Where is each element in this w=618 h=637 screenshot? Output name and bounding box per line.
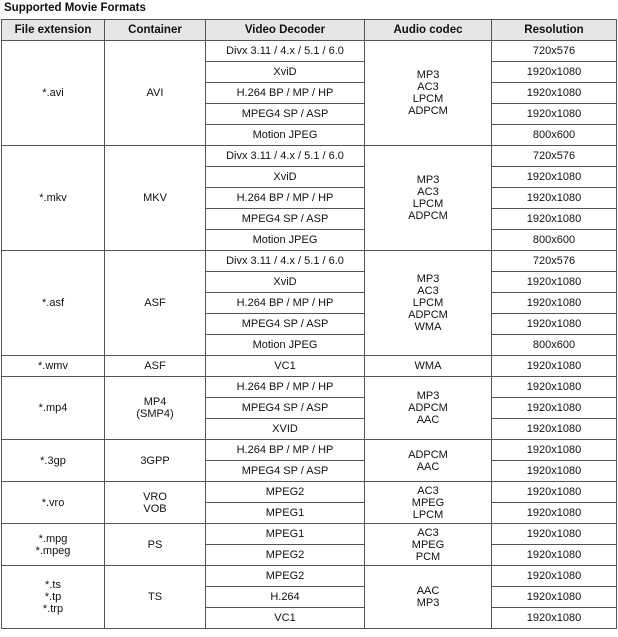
container-cell: ASF	[105, 251, 206, 356]
resolution-cell: 1920x1080	[492, 293, 617, 314]
video-decoder-cell: H.264 BP / MP / HP	[206, 188, 365, 209]
resolution-cell: 1920x1080	[492, 314, 617, 335]
table-row	[2, 482, 617, 503]
video-decoder-cell: Divx 3.11 / 4.x / 5.1 / 6.0	[206, 251, 365, 272]
resolution-cell: 1920x1080	[492, 419, 617, 440]
resolution-cell: 1920x1080	[492, 209, 617, 230]
resolution-cell: 800x600	[492, 230, 617, 251]
video-decoder-cell: Divx 3.11 / 4.x / 5.1 / 6.0	[206, 146, 365, 167]
container-cell: AVI	[105, 41, 206, 146]
table-row	[2, 377, 617, 398]
video-decoder-cell: H.264	[206, 587, 365, 608]
video-decoder-cell: MPEG4 SP / ASP	[206, 461, 365, 482]
file-extension-cell: *.3gp	[2, 440, 105, 482]
audio-codec-cell: MP3 AC3 LPCM ADPCM	[365, 146, 492, 251]
container-cell: PS	[105, 524, 206, 566]
resolution-cell: 800x600	[492, 335, 617, 356]
video-decoder-cell: VC1	[206, 608, 365, 629]
resolution-cell: 1920x1080	[492, 62, 617, 83]
container-cell: ASF	[105, 356, 206, 377]
file-extension-cell: *.ts *.tp *.trp	[2, 566, 105, 629]
resolution-cell: 1920x1080	[492, 545, 617, 566]
resolution-cell: 1920x1080	[492, 440, 617, 461]
resolution-cell: 1920x1080	[492, 188, 617, 209]
resolution-cell: 1920x1080	[492, 104, 617, 125]
audio-codec-cell: MP3 AC3 LPCM ADPCM	[365, 41, 492, 146]
video-decoder-cell: Motion JPEG	[206, 230, 365, 251]
resolution-cell: 1920x1080	[492, 482, 617, 503]
audio-codec-cell: MP3 ADPCM AAC	[365, 377, 492, 440]
table-row	[2, 440, 617, 461]
video-decoder-cell: XviD	[206, 62, 365, 83]
table-row	[2, 356, 617, 377]
resolution-cell: 720x576	[492, 41, 617, 62]
table-row	[2, 146, 617, 167]
resolution-cell: 800x600	[492, 125, 617, 146]
file-extension-cell: *.mp4	[2, 377, 105, 440]
video-decoder-cell: XviD	[206, 272, 365, 293]
table-row	[2, 251, 617, 272]
resolution-cell: 1920x1080	[492, 272, 617, 293]
video-decoder-cell: XviD	[206, 167, 365, 188]
resolution-cell: 1920x1080	[492, 461, 617, 482]
resolution-cell: 1920x1080	[492, 167, 617, 188]
video-decoder-cell: H.264 BP / MP / HP	[206, 377, 365, 398]
video-decoder-cell: MPEG1	[206, 503, 365, 524]
resolution-cell: 1920x1080	[492, 398, 617, 419]
file-extension-cell: *.vro	[2, 482, 105, 524]
page-title: Supported Movie Formats	[4, 2, 146, 14]
formats-table	[1, 19, 617, 629]
video-decoder-cell: H.264 BP / MP / HP	[206, 293, 365, 314]
file-extension-cell: *.wmv	[2, 356, 105, 377]
header-container: Container	[105, 20, 206, 41]
video-decoder-cell: MPEG4 SP / ASP	[206, 209, 365, 230]
resolution-cell: 720x576	[492, 251, 617, 272]
file-extension-cell: *.avi	[2, 41, 105, 146]
container-cell: MKV	[105, 146, 206, 251]
table-row	[2, 524, 617, 545]
video-decoder-cell: H.264 BP / MP / HP	[206, 440, 365, 461]
container-cell: VRO VOB	[105, 482, 206, 524]
resolution-cell: 1920x1080	[492, 587, 617, 608]
table-row	[2, 41, 617, 62]
video-decoder-cell: H.264 BP / MP / HP	[206, 83, 365, 104]
table-body	[2, 41, 617, 629]
header-video-decoder: Video Decoder	[206, 20, 365, 41]
video-decoder-cell: MPEG2	[206, 545, 365, 566]
video-decoder-cell: MPEG4 SP / ASP	[206, 398, 365, 419]
header-audio-codec: Audio codec	[365, 20, 492, 41]
audio-codec-cell: WMA	[365, 356, 492, 377]
resolution-cell: 1920x1080	[492, 566, 617, 587]
video-decoder-cell: MPEG4 SP / ASP	[206, 314, 365, 335]
file-extension-cell: *.mpg *.mpeg	[2, 524, 105, 566]
resolution-cell: 720x576	[492, 146, 617, 167]
video-decoder-cell: VC1	[206, 356, 365, 377]
container-cell: TS	[105, 566, 206, 629]
video-decoder-cell: XVID	[206, 419, 365, 440]
video-decoder-cell: MPEG1	[206, 524, 365, 545]
header-resolution: Resolution	[492, 20, 617, 41]
resolution-cell: 1920x1080	[492, 524, 617, 545]
audio-codec-cell: ADPCM AAC	[365, 440, 492, 482]
resolution-cell: 1920x1080	[492, 377, 617, 398]
audio-codec-cell: AC3 MPEG LPCM	[365, 482, 492, 524]
video-decoder-cell: Motion JPEG	[206, 125, 365, 146]
table-row	[2, 566, 617, 587]
audio-codec-cell: AC3 MPEG PCM	[365, 524, 492, 566]
resolution-cell: 1920x1080	[492, 608, 617, 629]
audio-codec-cell: AAC MP3	[365, 566, 492, 629]
file-extension-cell: *.asf	[2, 251, 105, 356]
resolution-cell: 1920x1080	[492, 503, 617, 524]
resolution-cell: 1920x1080	[492, 83, 617, 104]
container-cell: 3GPP	[105, 440, 206, 482]
video-decoder-cell: MPEG2	[206, 482, 365, 503]
video-decoder-cell: Divx 3.11 / 4.x / 5.1 / 6.0	[206, 41, 365, 62]
resolution-cell: 1920x1080	[492, 356, 617, 377]
audio-codec-cell: MP3 AC3 LPCM ADPCM WMA	[365, 251, 492, 356]
container-cell: MP4 (SMP4)	[105, 377, 206, 440]
video-decoder-cell: Motion JPEG	[206, 335, 365, 356]
header-file-extension: File extension	[2, 20, 105, 41]
video-decoder-cell: MPEG2	[206, 566, 365, 587]
header-row	[2, 20, 617, 41]
video-decoder-cell: MPEG4 SP / ASP	[206, 104, 365, 125]
file-extension-cell: *.mkv	[2, 146, 105, 251]
